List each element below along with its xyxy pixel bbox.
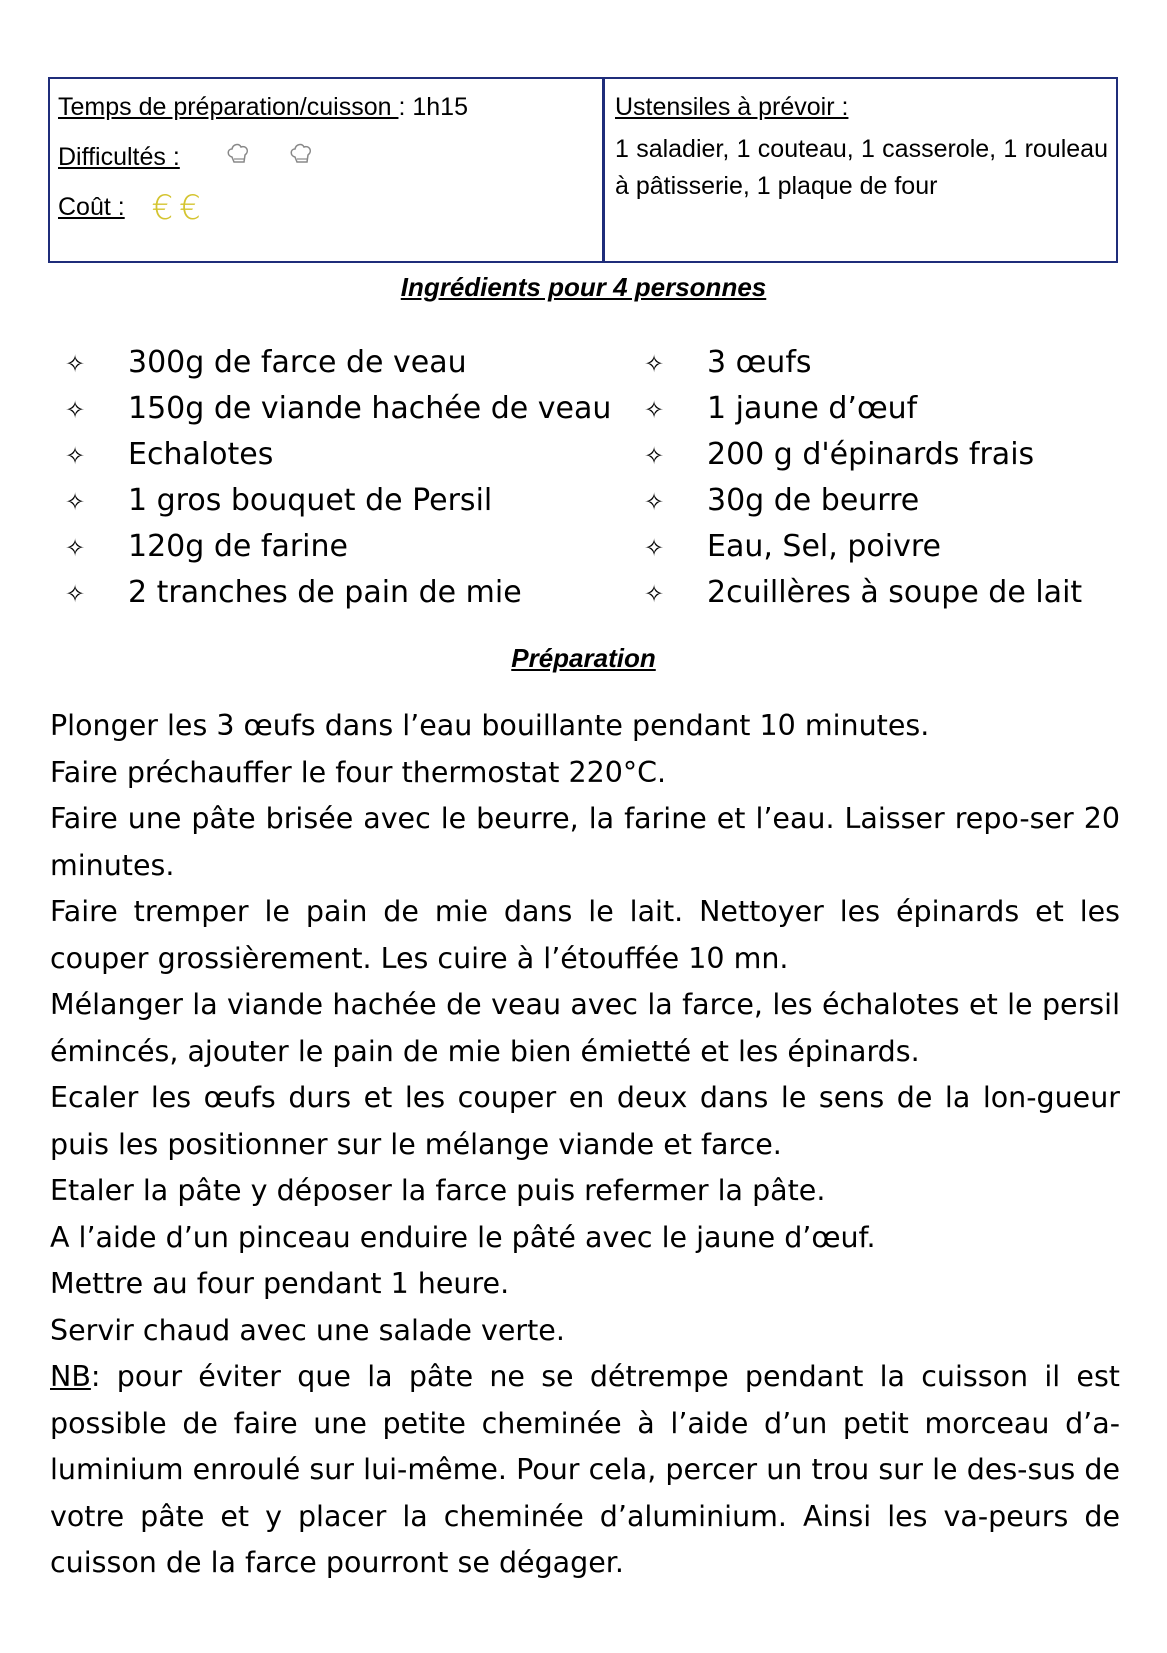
ingredients-list-right bbox=[644, 340, 1082, 616]
list-item: ✧ 2cuillères à soupe de lait bbox=[644, 570, 1082, 616]
difficulty-label: Difficultés : bbox=[58, 143, 180, 172]
list-item: ✧ 1 gros bouquet de Persil bbox=[65, 478, 611, 524]
utensils-label: Ustensiles à prévoir : bbox=[615, 93, 849, 121]
preparation-step: Plonger les 3 œufs dans l’eau bouillante pendant 10 minutes. bbox=[50, 709, 930, 742]
list-item: ✧ 2 tranches de pain de mie bbox=[65, 570, 611, 616]
recipe-info-table bbox=[48, 77, 1118, 263]
preparation-step: Ecaler les œufs durs et les couper en deux dans le sens de la lon-gueur puis les positionner sur le mélange viande et farce. bbox=[50, 1081, 1120, 1161]
star-bullet-icon: ✧ bbox=[644, 534, 665, 562]
recipe-meta-cell bbox=[50, 79, 605, 261]
preparation-step: Faire tremper le pain de mie dans le lait. Nettoyer les épinards et les couper grossièrement. Les cuire à l’étouffée 10 mn. bbox=[50, 895, 1120, 975]
time-label: Temps de préparation/cuisson bbox=[58, 93, 399, 121]
star-bullet-icon: ✧ bbox=[65, 534, 86, 562]
utensils-cell bbox=[605, 79, 1116, 261]
chef-hat-icon bbox=[288, 141, 314, 176]
star-bullet-icon: ✧ bbox=[644, 350, 665, 378]
cost-line bbox=[58, 188, 602, 241]
star-bullet-icon: ✧ bbox=[65, 580, 86, 608]
list-item: ✧ 30g de beurre bbox=[644, 478, 1082, 524]
time-value: : 1h15 bbox=[398, 93, 468, 121]
list-item: ✧ 300g de farce de veau bbox=[65, 340, 611, 386]
preparation-step: Mélanger la viande hachée de veau avec la farce, les échalotes et le persil émincés, ajouter le pain de mie bien émietté et les épinards. bbox=[50, 988, 1120, 1068]
list-item: ✧ 200 g d'épinards frais bbox=[644, 432, 1082, 478]
list-item: ✧ Eau, Sel, poivre bbox=[644, 524, 1082, 570]
preparation-title: Préparation bbox=[511, 643, 656, 673]
list-item: ✧ Echalotes bbox=[65, 432, 611, 478]
ingredients-list-left bbox=[65, 340, 611, 616]
nb-label: NB bbox=[50, 1360, 91, 1393]
time-line bbox=[58, 91, 602, 141]
list-item: ✧ 150g de viande hachée de veau bbox=[65, 386, 611, 432]
star-bullet-icon: ✧ bbox=[65, 396, 86, 424]
preparation-step: Mettre au four pendant 1 heure. bbox=[50, 1267, 510, 1300]
utensils-text: 1 saladier, 1 couteau, 1 casserole, 1 rouleau à pâtisserie, 1 plaque de four bbox=[615, 135, 1108, 200]
star-bullet-icon: ✧ bbox=[644, 488, 665, 516]
list-item: ✧ 120g de farine bbox=[65, 524, 611, 570]
preparation-step: Faire une pâte brisée avec le beurre, la farine et l’eau. Laisser repo-ser 20 minutes. bbox=[50, 802, 1120, 882]
preparation-step: Etaler la pâte y déposer la farce puis refermer la pâte. bbox=[50, 1174, 826, 1207]
preparation-step: Faire préchauffer le four thermostat 220°C. bbox=[50, 755, 667, 789]
star-bullet-icon: ✧ bbox=[644, 442, 665, 470]
chef-hat-icon bbox=[225, 141, 251, 176]
star-bullet-icon: ✧ bbox=[644, 396, 665, 424]
preparation-step: A l’aide d’un pinceau enduire le pâté avec le jaune d’œuf. bbox=[50, 1220, 876, 1254]
difficulty-line bbox=[58, 141, 602, 191]
list-item: ✧ 1 jaune d’œuf bbox=[644, 386, 1082, 432]
nb-text: : pour éviter que la pâte ne se détrempe pendant la cuisson il est possible de faire une petite cheminée à l’aide d’un petit morceau d’a-luminium enroulé sur lui-même. Pour cela, percer un trou sur le des-sus de votre pâte et y placer la cheminée d’aluminium. Ainsi les va-peurs de cuisson de la farce pourront se dégager. bbox=[50, 1360, 1120, 1579]
list-item: ✧ 3 œufs bbox=[644, 340, 1082, 386]
euro-icon: € bbox=[151, 188, 174, 229]
euro-icon: € bbox=[179, 188, 201, 229]
star-bullet-icon: ✧ bbox=[65, 350, 86, 378]
preparation-steps bbox=[50, 703, 1120, 1587]
cost-label: Coût : bbox=[58, 193, 125, 221]
star-bullet-icon: ✧ bbox=[65, 442, 86, 470]
star-bullet-icon: ✧ bbox=[644, 580, 665, 608]
star-bullet-icon: ✧ bbox=[65, 488, 86, 516]
nb-note bbox=[50, 1354, 1120, 1587]
ingredients-title: Ingrédients pour 4 personnes bbox=[400, 272, 767, 302]
preparation-step: Servir chaud avec une salade verte. bbox=[50, 1313, 565, 1347]
